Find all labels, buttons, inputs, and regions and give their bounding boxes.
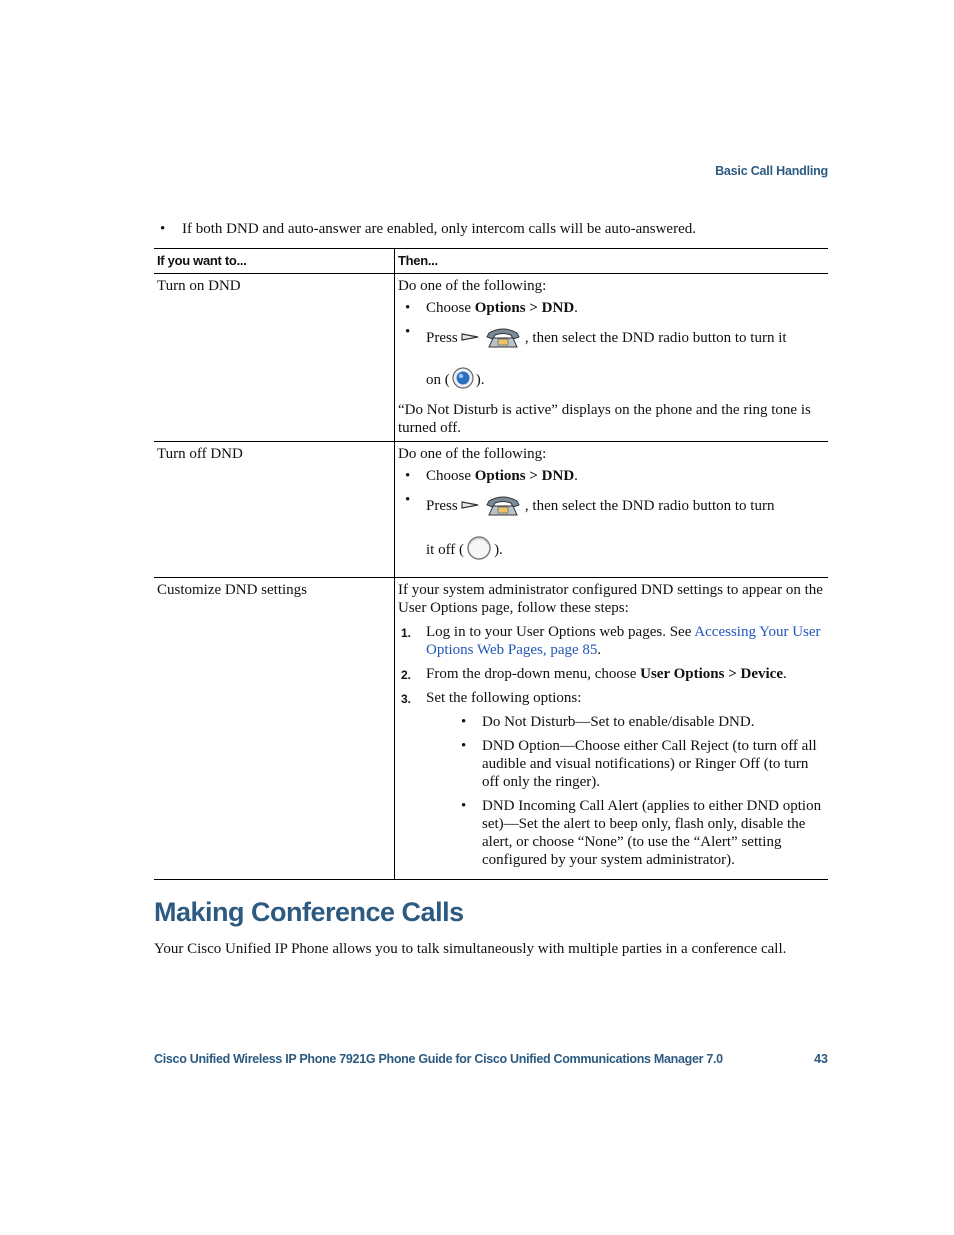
- row-lead: Do one of the following:: [398, 446, 547, 462]
- row-action-customize: Customize DND settings: [154, 578, 395, 880]
- footer-title: Cisco Unified Wireless IP Phone 7921G Phone Guide for Cisco Unified Communications Manager 7.0: [154, 1052, 723, 1066]
- row-action-turn-off: Turn off DND: [154, 442, 395, 578]
- row-action-turn-on: Turn on DND: [154, 274, 395, 442]
- section-title: Making Conference Calls: [154, 897, 464, 927]
- list-item: 2. From the drop-down menu, choose User Options > Device.: [401, 666, 787, 682]
- running-header: Basic Call Handling: [715, 164, 828, 178]
- table-header-action: If you want to...: [154, 249, 395, 274]
- arrow-right-icon: [461, 330, 481, 348]
- menu-path: User Options > Device: [640, 666, 783, 682]
- list-item: • Choose Options > DND.: [398, 467, 826, 485]
- page-number: 43: [814, 1052, 828, 1066]
- list-item: • Do Not Disturb—Set to enable/disable DND.: [454, 713, 826, 731]
- list-item: • DND Option—Choose either Call Reject (to turn off all audible and visual notifications) or Ringer Off (to turn off only the ringer).: [454, 737, 826, 791]
- row-instructions-turn-on: [395, 274, 829, 442]
- row-lead: Do one of the following:: [398, 278, 547, 294]
- step-number: 2.: [401, 668, 412, 682]
- row-lead: If your system administrator configured DND settings to appear on the User Options page, follow these steps:: [398, 582, 823, 616]
- list-item: 1. Log in to your User Options web pages. See Accessing Your User Options Web Pages, page 85.: [401, 624, 821, 658]
- list-item: 3. Set the following options: • Do Not Disturb—Set to enable/disable DND. • DND Option—Choose either Call Reject (to turn off all audible and visual notifications) or Ringer Off (to turn off only the ringer). • DND Incoming Call Alert (applies to either DND option set)—Set the alert to beep only, flash only, disable the alert, or choose “None” (to use the “Alert” setting configured by your system administrator).: [398, 689, 826, 869]
- row-note: “Do Not Disturb is active” displays on the phone and the ring tone is turned off.: [398, 402, 811, 436]
- option-list: [398, 299, 826, 395]
- radio-on-icon: [450, 366, 476, 395]
- option-list: [398, 467, 826, 567]
- menu-path: Options > DND: [474, 300, 575, 316]
- table-row: [154, 274, 828, 442]
- bullet-marker: •: [160, 221, 166, 237]
- list-item: • Choose Options > DND.: [398, 299, 826, 317]
- arrow-right-icon: [461, 498, 481, 516]
- phone-options-icon: [485, 491, 521, 522]
- table-header-then: Then...: [395, 249, 829, 274]
- step-list: [398, 623, 826, 869]
- list-item: • DND Incoming Call Alert (applies to either DND option set)—Set the alert to beep only, flash only, disable the alert, or choose “None” (to use the “Alert” setting configured by your system administrator).: [454, 797, 826, 869]
- phone-options-icon: [485, 323, 521, 354]
- accessing-user-options-link[interactable]: Accessing Your User Options Web Pages, page 85: [426, 624, 821, 658]
- intro-bullet: [160, 220, 840, 238]
- radio-off-icon: [464, 534, 494, 567]
- list-item: • Press , then select the DND radio button to turn it on ( ).: [398, 323, 826, 395]
- row-instructions-turn-off: [395, 442, 829, 578]
- dnd-table: [154, 248, 828, 880]
- step-number: 1.: [401, 626, 412, 640]
- list-item: • Press , then select the DND radio button to turn it off ( ).: [398, 491, 826, 567]
- row-instructions-customize: [395, 578, 829, 880]
- option-sublist: [398, 713, 826, 869]
- intro-bullet-text: If both DND and auto-answer are enabled, only intercom calls will be auto-answered.: [182, 221, 696, 237]
- table-row: [154, 578, 828, 880]
- table-row: [154, 442, 828, 578]
- menu-path: Options > DND: [474, 468, 575, 484]
- step-number: 3.: [401, 692, 412, 706]
- section-body: Your Cisco Unified IP Phone allows you to talk simultaneously with multiple parties in a conference call.: [154, 941, 787, 957]
